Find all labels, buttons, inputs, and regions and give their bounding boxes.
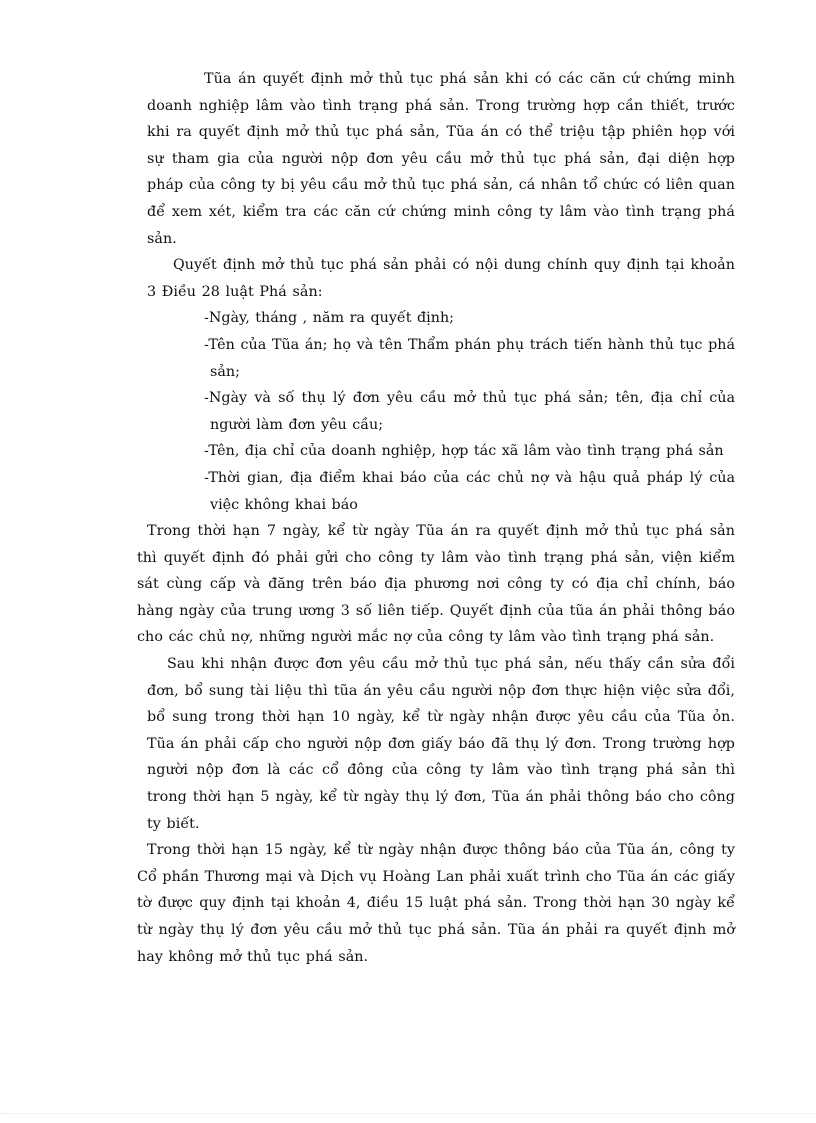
paragraph-2: Quyết định mở thủ tục phá sản phải có nội dung chính quy định tại khoản 3 Điều 28 luật Phá sản:: [147, 257, 735, 300]
paragraph-3: Trong thời hạn 7 ngày, kể từ ngày Tũa án ra quyết định mở thủ tục phá sản thì quyết định đó phải gửi cho công ty lâm vào tình trạng phá sản, viện kiểm sát cùng cấp và đăng trên báo địa phương nơi công ty có địa chỉ chính, báo hàng ngày của trung ương 3 số liên tiếp. Quyết định của tũa án phải thông báo cho các chủ nợ, những người mắc nợ của công ty lâm vào tình trạng phá sản.: [137, 523, 735, 646]
paragraph-1: Tũa án quyết định mở thủ tục phá sản khi có các căn cứ chứng minh doanh nghiệp lâm vào tình trạng phá sản. Trong trường hợp cần thiết, trước khi ra quyết định mở thủ tục phá sản, Tũa án có thể triệu tập phiên họp với sự tham gia của người nộp đơn yêu cầu mở thủ tục phá sản, đại diện hợp pháp của công ty bị yêu cầu mở thủ tục phá sản, cá nhân tổ chức có liên quan để xem xét, kiểm tra các căn cứ chứng minh công ty lâm vào tình trạng phá sản.: [147, 71, 735, 247]
list-item: -Ngày và số thụ lý đơn yêu cầu mở thủ tục phá sản; tên, địa chỉ của người làm đơn yêu cầu;: [204, 390, 735, 433]
page-bottom-divider: [0, 1113, 816, 1114]
list-item: -Ngày, tháng , năm ra quyết định;: [204, 310, 454, 327]
list-item: -Tên của Tũa án; họ và tên Thẩm phán phụ trách tiến hành thủ tục phá sản;: [204, 336, 735, 380]
list-item: -Tên, địa chỉ của doanh nghiệp, hợp tác xã lâm vào tình trạng phá sản: [204, 443, 724, 460]
document-body: [137, 66, 735, 970]
content-list: [147, 305, 735, 518]
list-item: -Thời gian, địa điểm khai báo của các chủ nợ và hậu quả pháp lý của việc không khai báo: [204, 469, 735, 513]
paragraph-5: Trong thời hạn 15 ngày, kể từ ngày nhận được thông báo của Tũa án, công ty Cổ phần Thương mại và Dịch vụ Hoàng Lan phải xuất trình cho Tũa án các giấy tờ được quy định tại khoản 4, điều 15 luật phá sản. Trong thời hạn 30 ngày kể từ ngày thụ lý đơn yêu cầu mở thủ tục phá sản. Tũa án phải ra quyết định mở hay không mở thủ tục phá sản.: [137, 842, 735, 965]
paragraph-4: Sau khi nhận được đơn yêu cầu mở thủ tục phá sản, nếu thấy cần sửa đổi đơn, bổ sung tài liệu thì tũa án yêu cầu người nộp đơn thực hiện việc sửa đổi, bổ sung trong thời hạn 10 ngày, kể từ ngày nhận được yêu cầu của Tũa ỏn. Tũa án phải cấp cho người nộp đơn giấy báo đã thụ lý đơn. Trong trường hợp người nộp đơn là các cổ đông của công ty lâm vào tình trạng phá sản thì trong thời hạn 5 ngày, kể từ ngày thụ lý đơn, Tũa án phải thông báo cho công ty biết.: [147, 656, 735, 832]
